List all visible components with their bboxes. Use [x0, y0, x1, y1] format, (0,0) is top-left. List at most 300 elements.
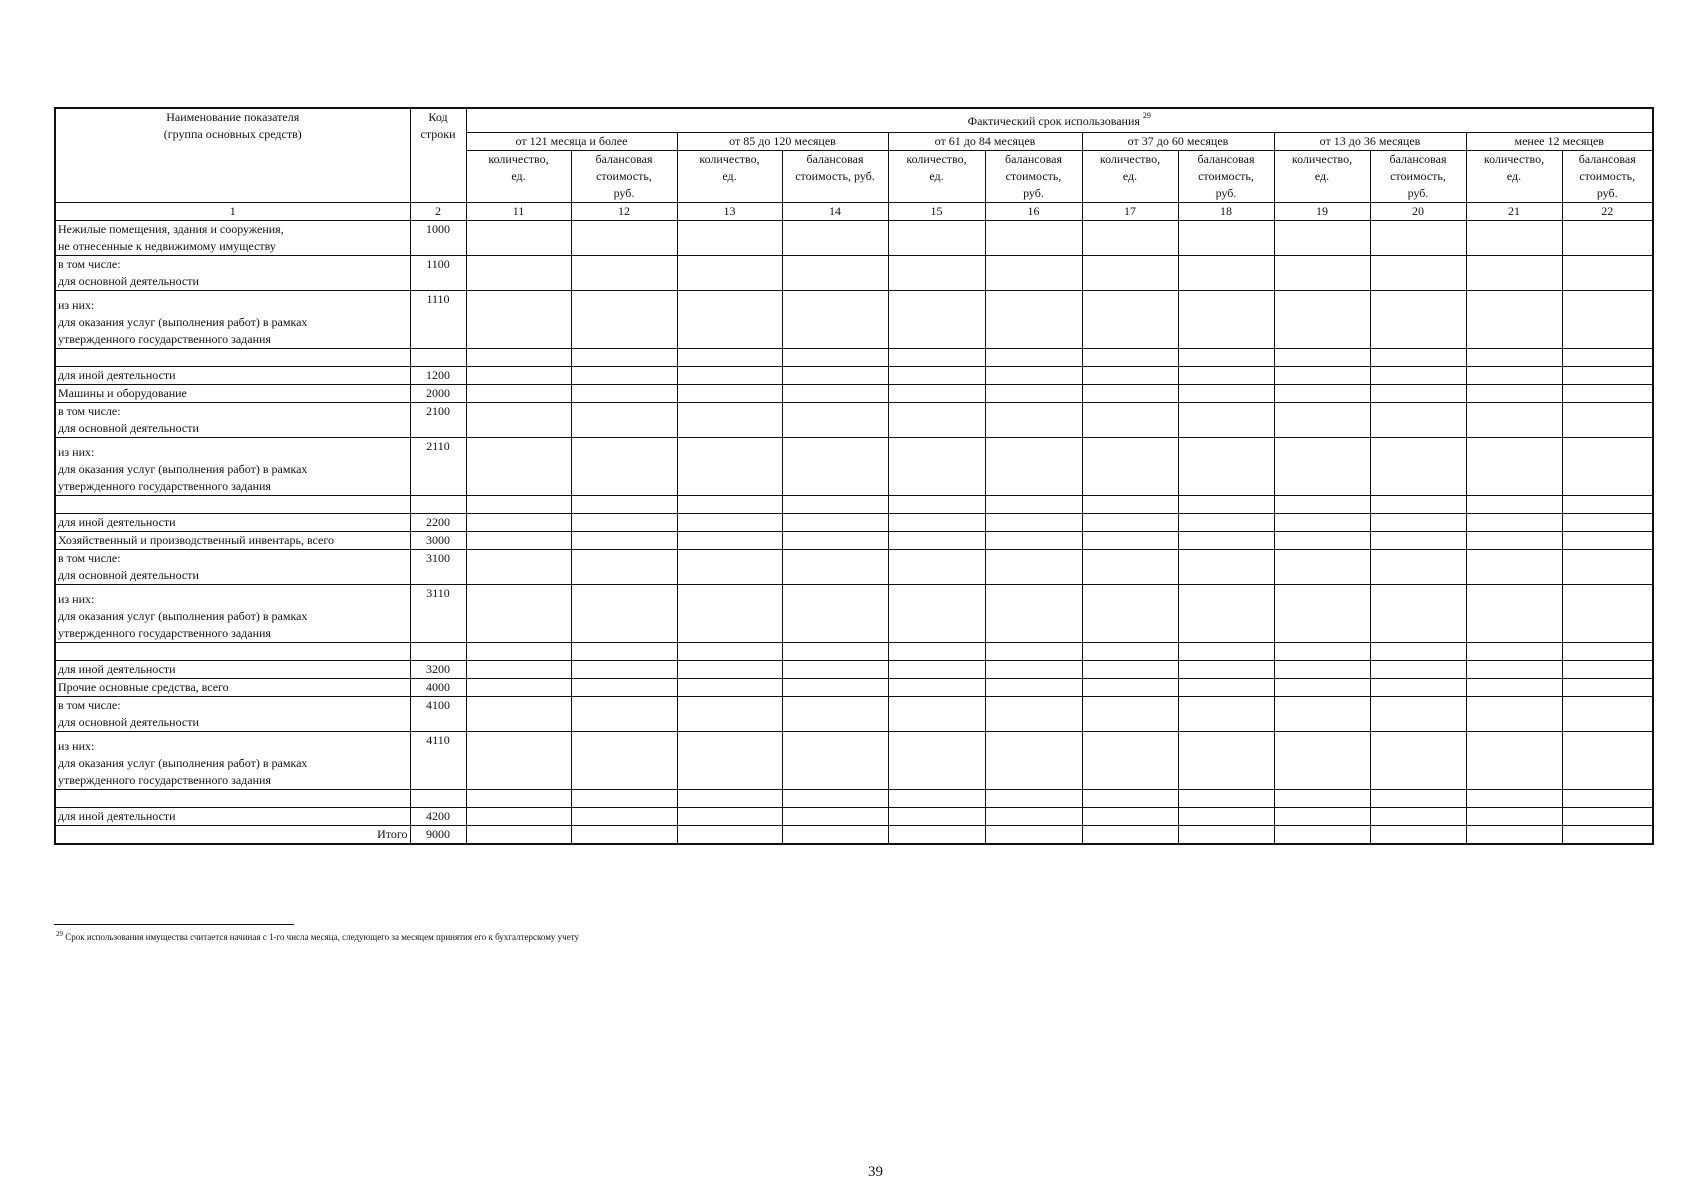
- table-row: [55, 642, 1653, 660]
- header-group: от 37 до 60 месяцев: [1082, 132, 1274, 150]
- balance-value-cell[interactable]: [1178, 825, 1274, 844]
- quantity-cell[interactable]: [1274, 825, 1370, 844]
- quantity-cell[interactable]: [1082, 220, 1178, 255]
- balance-value-cell[interactable]: [1370, 495, 1466, 513]
- quantity-cell[interactable]: [888, 678, 985, 696]
- quantity-cell[interactable]: [1274, 789, 1370, 807]
- balance-value-cell[interactable]: [571, 660, 677, 678]
- balance-value-cell[interactable]: [1178, 789, 1274, 807]
- table-row: [55, 584, 1653, 642]
- quantity-cell[interactable]: [1466, 807, 1562, 825]
- balance-value-cell[interactable]: [782, 513, 888, 531]
- quantity-cell[interactable]: [677, 660, 782, 678]
- header-balance-value: балансовая стоимость, руб.: [1370, 150, 1466, 202]
- quantity-cell[interactable]: [1274, 678, 1370, 696]
- balance-value-cell[interactable]: [571, 402, 677, 437]
- balance-value-cell[interactable]: [782, 402, 888, 437]
- quantity-cell[interactable]: [466, 678, 571, 696]
- balance-value-cell[interactable]: [571, 384, 677, 402]
- quantity-cell[interactable]: [466, 348, 571, 366]
- quantity-cell[interactable]: [466, 825, 571, 844]
- fixed-assets-table: [54, 107, 1654, 845]
- balance-value-cell[interactable]: [1178, 220, 1274, 255]
- balance-value-cell[interactable]: [782, 290, 888, 348]
- column-number: 16: [985, 202, 1082, 220]
- balance-value-cell[interactable]: [1370, 825, 1466, 844]
- balance-value-cell[interactable]: [1178, 402, 1274, 437]
- column-number: 21: [1466, 202, 1562, 220]
- row-name: Хозяйственный и производственный инвентарь, всего: [55, 531, 410, 549]
- row-name: из них: для оказания услуг (выполнения работ) в рамках утвержденного государственного задания: [55, 584, 410, 642]
- quantity-cell[interactable]: [1466, 290, 1562, 348]
- quantity-cell[interactable]: [888, 789, 985, 807]
- balance-value-cell[interactable]: [782, 660, 888, 678]
- quantity-cell[interactable]: [1274, 696, 1370, 731]
- quantity-cell[interactable]: [1082, 348, 1178, 366]
- quantity-cell[interactable]: [1466, 255, 1562, 290]
- balance-value-cell[interactable]: [1178, 255, 1274, 290]
- row-code: [410, 789, 466, 807]
- header-group: от 121 месяца и более: [466, 132, 677, 150]
- quantity-cell[interactable]: [888, 731, 985, 789]
- quantity-cell[interactable]: [677, 825, 782, 844]
- row-code: 2000: [410, 384, 466, 402]
- quantity-cell[interactable]: [1082, 549, 1178, 584]
- quantity-cell[interactable]: [677, 220, 782, 255]
- balance-value-cell[interactable]: [1562, 513, 1653, 531]
- quantity-cell[interactable]: [1082, 807, 1178, 825]
- quantity-cell[interactable]: [888, 531, 985, 549]
- balance-value-cell[interactable]: [985, 825, 1082, 844]
- quantity-cell[interactable]: [466, 731, 571, 789]
- balance-value-cell[interactable]: [1562, 696, 1653, 731]
- balance-value-cell[interactable]: [1370, 678, 1466, 696]
- balance-value-cell[interactable]: [1562, 348, 1653, 366]
- balance-value-cell[interactable]: [1178, 495, 1274, 513]
- quantity-cell[interactable]: [466, 495, 571, 513]
- quantity-cell[interactable]: [888, 549, 985, 584]
- quantity-cell[interactable]: [1466, 348, 1562, 366]
- quantity-cell[interactable]: [1466, 731, 1562, 789]
- quantity-cell[interactable]: [1082, 255, 1178, 290]
- balance-value-cell[interactable]: [985, 402, 1082, 437]
- balance-value-cell[interactable]: [1370, 290, 1466, 348]
- table-row: [55, 495, 1653, 513]
- balance-value-cell[interactable]: [571, 366, 677, 384]
- balance-value-cell[interactable]: [985, 642, 1082, 660]
- balance-value-cell[interactable]: [985, 731, 1082, 789]
- quantity-cell[interactable]: [466, 402, 571, 437]
- balance-value-cell[interactable]: [1178, 437, 1274, 495]
- header-group: от 61 до 84 месяцев: [888, 132, 1082, 150]
- quantity-cell[interactable]: [888, 807, 985, 825]
- quantity-cell[interactable]: [1082, 731, 1178, 789]
- balance-value-cell[interactable]: [782, 348, 888, 366]
- balance-value-cell[interactable]: [782, 495, 888, 513]
- balance-value-cell[interactable]: [571, 642, 677, 660]
- balance-value-cell[interactable]: [782, 531, 888, 549]
- balance-value-cell[interactable]: [985, 290, 1082, 348]
- table-row: [55, 825, 1653, 844]
- quantity-cell[interactable]: [1082, 495, 1178, 513]
- quantity-cell[interactable]: [677, 366, 782, 384]
- balance-value-cell[interactable]: [1178, 660, 1274, 678]
- quantity-cell[interactable]: [888, 366, 985, 384]
- balance-value-cell[interactable]: [571, 807, 677, 825]
- quantity-cell[interactable]: [466, 290, 571, 348]
- quantity-cell[interactable]: [466, 584, 571, 642]
- quantity-cell[interactable]: [888, 220, 985, 255]
- quantity-cell[interactable]: [1466, 366, 1562, 384]
- balance-value-cell[interactable]: [1370, 642, 1466, 660]
- balance-value-cell[interactable]: [985, 495, 1082, 513]
- balance-value-cell[interactable]: [782, 437, 888, 495]
- quantity-cell[interactable]: [1466, 531, 1562, 549]
- balance-value-cell[interactable]: [571, 220, 677, 255]
- quantity-cell[interactable]: [1466, 220, 1562, 255]
- row-code: 9000: [410, 825, 466, 844]
- balance-value-cell[interactable]: [1370, 807, 1466, 825]
- balance-value-cell[interactable]: [1562, 584, 1653, 642]
- column-number: 18: [1178, 202, 1274, 220]
- quantity-cell[interactable]: [1274, 255, 1370, 290]
- quantity-cell[interactable]: [1274, 513, 1370, 531]
- balance-value-cell[interactable]: [1178, 549, 1274, 584]
- quantity-cell[interactable]: [1274, 731, 1370, 789]
- quantity-cell[interactable]: [1466, 678, 1562, 696]
- row-name: Итого: [55, 825, 410, 844]
- quantity-cell[interactable]: [677, 437, 782, 495]
- quantity-cell[interactable]: [1466, 825, 1562, 844]
- balance-value-cell[interactable]: [1562, 678, 1653, 696]
- balance-value-cell[interactable]: [985, 513, 1082, 531]
- balance-value-cell[interactable]: [782, 255, 888, 290]
- balance-value-cell[interactable]: [1370, 789, 1466, 807]
- quantity-cell[interactable]: [1274, 366, 1370, 384]
- quantity-cell[interactable]: [466, 807, 571, 825]
- quantity-cell[interactable]: [677, 402, 782, 437]
- balance-value-cell[interactable]: [571, 584, 677, 642]
- balance-value-cell[interactable]: [571, 437, 677, 495]
- balance-value-cell[interactable]: [1178, 366, 1274, 384]
- quantity-cell[interactable]: [466, 531, 571, 549]
- balance-value-cell[interactable]: [985, 384, 1082, 402]
- balance-value-cell[interactable]: [985, 807, 1082, 825]
- quantity-cell[interactable]: [1082, 290, 1178, 348]
- quantity-cell[interactable]: [888, 348, 985, 366]
- balance-value-cell[interactable]: [1562, 825, 1653, 844]
- quantity-cell[interactable]: [466, 642, 571, 660]
- balance-value-cell[interactable]: [1562, 807, 1653, 825]
- balance-value-cell[interactable]: [571, 731, 677, 789]
- row-name: в том числе: для основной деятельности: [55, 255, 410, 290]
- quantity-cell[interactable]: [677, 384, 782, 402]
- quantity-cell[interactable]: [888, 642, 985, 660]
- table-row: [55, 255, 1653, 290]
- balance-value-cell[interactable]: [985, 584, 1082, 642]
- balance-value-cell[interactable]: [1370, 220, 1466, 255]
- quantity-cell[interactable]: [1082, 513, 1178, 531]
- quantity-cell[interactable]: [1082, 696, 1178, 731]
- balance-value-cell[interactable]: [571, 549, 677, 584]
- balance-value-cell[interactable]: [571, 290, 677, 348]
- balance-value-cell[interactable]: [782, 731, 888, 789]
- row-code: 3000: [410, 531, 466, 549]
- balance-value-cell[interactable]: [782, 696, 888, 731]
- balance-value-cell[interactable]: [1562, 531, 1653, 549]
- quantity-cell[interactable]: [1274, 402, 1370, 437]
- balance-value-cell[interactable]: [1178, 584, 1274, 642]
- row-code: 2110: [410, 437, 466, 495]
- quantity-cell[interactable]: [1082, 678, 1178, 696]
- quantity-cell[interactable]: [1082, 789, 1178, 807]
- balance-value-cell[interactable]: [1370, 549, 1466, 584]
- quantity-cell[interactable]: [1274, 642, 1370, 660]
- quantity-cell[interactable]: [677, 255, 782, 290]
- quantity-cell[interactable]: [466, 513, 571, 531]
- balance-value-cell[interactable]: [571, 495, 677, 513]
- header-balance-value: балансовая стоимость, руб.: [1178, 150, 1274, 202]
- balance-value-cell[interactable]: [1178, 513, 1274, 531]
- quantity-cell[interactable]: [677, 531, 782, 549]
- quantity-cell[interactable]: [677, 731, 782, 789]
- balance-value-cell[interactable]: [1562, 220, 1653, 255]
- balance-value-cell[interactable]: [782, 807, 888, 825]
- balance-value-cell[interactable]: [1562, 642, 1653, 660]
- balance-value-cell[interactable]: [1562, 255, 1653, 290]
- balance-value-cell[interactable]: [985, 531, 1082, 549]
- quantity-cell[interactable]: [1274, 660, 1370, 678]
- balance-value-cell[interactable]: [782, 825, 888, 844]
- balance-value-cell[interactable]: [985, 549, 1082, 584]
- balance-value-cell[interactable]: [1562, 437, 1653, 495]
- balance-value-cell[interactable]: [782, 384, 888, 402]
- quantity-cell[interactable]: [888, 437, 985, 495]
- quantity-cell[interactable]: [888, 696, 985, 731]
- quantity-cell[interactable]: [1274, 495, 1370, 513]
- balance-value-cell[interactable]: [985, 348, 1082, 366]
- column-number: 15: [888, 202, 985, 220]
- quantity-cell[interactable]: [1466, 402, 1562, 437]
- quantity-cell[interactable]: [677, 789, 782, 807]
- quantity-cell[interactable]: [1082, 584, 1178, 642]
- quantity-cell[interactable]: [677, 807, 782, 825]
- header-quantity: количество, ед.: [1274, 150, 1370, 202]
- balance-value-cell[interactable]: [782, 642, 888, 660]
- quantity-cell[interactable]: [677, 513, 782, 531]
- balance-value-cell[interactable]: [571, 348, 677, 366]
- quantity-cell[interactable]: [677, 348, 782, 366]
- balance-value-cell[interactable]: [1178, 531, 1274, 549]
- balance-value-cell[interactable]: [1370, 255, 1466, 290]
- quantity-cell[interactable]: [1082, 660, 1178, 678]
- row-name: Нежилые помещения, здания и сооружения, не отнесенные к недвижимому имуществу: [55, 220, 410, 255]
- quantity-cell[interactable]: [1466, 789, 1562, 807]
- quantity-cell[interactable]: [466, 789, 571, 807]
- quantity-cell[interactable]: [1466, 437, 1562, 495]
- row-name: [55, 642, 410, 660]
- row-name: Прочие основные средства, всего: [55, 678, 410, 696]
- quantity-cell[interactable]: [1466, 660, 1562, 678]
- quantity-cell[interactable]: [888, 660, 985, 678]
- balance-value-cell[interactable]: [571, 696, 677, 731]
- balance-value-cell[interactable]: [1370, 731, 1466, 789]
- table-row: [55, 220, 1653, 255]
- balance-value-cell[interactable]: [782, 584, 888, 642]
- quantity-cell[interactable]: [466, 384, 571, 402]
- balance-value-cell[interactable]: [1562, 290, 1653, 348]
- balance-value-cell[interactable]: [1562, 495, 1653, 513]
- quantity-cell[interactable]: [888, 402, 985, 437]
- row-code: 2100: [410, 402, 466, 437]
- balance-value-cell[interactable]: [1562, 731, 1653, 789]
- row-code: [410, 642, 466, 660]
- table-row: [55, 402, 1653, 437]
- balance-value-cell[interactable]: [985, 220, 1082, 255]
- balance-value-cell[interactable]: [1178, 290, 1274, 348]
- quantity-cell[interactable]: [466, 255, 571, 290]
- row-code: 2200: [410, 513, 466, 531]
- header-quantity: количество, ед.: [466, 150, 571, 202]
- balance-value-cell[interactable]: [782, 366, 888, 384]
- quantity-cell[interactable]: [1082, 825, 1178, 844]
- balance-value-cell[interactable]: [571, 531, 677, 549]
- balance-value-cell[interactable]: [1370, 584, 1466, 642]
- balance-value-cell[interactable]: [1370, 402, 1466, 437]
- balance-value-cell[interactable]: [985, 789, 1082, 807]
- quantity-cell[interactable]: [1466, 696, 1562, 731]
- balance-value-cell[interactable]: [571, 513, 677, 531]
- balance-value-cell[interactable]: [1562, 366, 1653, 384]
- balance-value-cell[interactable]: [985, 366, 1082, 384]
- balance-value-cell[interactable]: [1370, 366, 1466, 384]
- quantity-cell[interactable]: [1274, 220, 1370, 255]
- balance-value-cell[interactable]: [1370, 531, 1466, 549]
- quantity-cell[interactable]: [466, 220, 571, 255]
- quantity-cell[interactable]: [677, 290, 782, 348]
- quantity-cell[interactable]: [1082, 402, 1178, 437]
- quantity-cell[interactable]: [1082, 531, 1178, 549]
- quantity-cell[interactable]: [466, 437, 571, 495]
- row-code: 3200: [410, 660, 466, 678]
- balance-value-cell[interactable]: [571, 255, 677, 290]
- balance-value-cell[interactable]: [1562, 660, 1653, 678]
- column-number: 19: [1274, 202, 1370, 220]
- row-code: 1000: [410, 220, 466, 255]
- quantity-cell[interactable]: [1274, 807, 1370, 825]
- quantity-cell[interactable]: [466, 366, 571, 384]
- balance-value-cell[interactable]: [782, 678, 888, 696]
- quantity-cell[interactable]: [677, 495, 782, 513]
- quantity-cell[interactable]: [466, 549, 571, 584]
- quantity-cell[interactable]: [1274, 290, 1370, 348]
- balance-value-cell[interactable]: [571, 789, 677, 807]
- quantity-cell[interactable]: [677, 642, 782, 660]
- quantity-cell[interactable]: [888, 513, 985, 531]
- balance-value-cell[interactable]: [1178, 731, 1274, 789]
- quantity-cell[interactable]: [1466, 642, 1562, 660]
- quantity-cell[interactable]: [1082, 366, 1178, 384]
- quantity-cell[interactable]: [888, 384, 985, 402]
- quantity-cell[interactable]: [1274, 549, 1370, 584]
- quantity-cell[interactable]: [1466, 384, 1562, 402]
- balance-value-cell[interactable]: [985, 255, 1082, 290]
- row-code: 4100: [410, 696, 466, 731]
- quantity-cell[interactable]: [1466, 513, 1562, 531]
- table-row: [55, 366, 1653, 384]
- balance-value-cell[interactable]: [985, 678, 1082, 696]
- quantity-cell[interactable]: [677, 678, 782, 696]
- quantity-cell[interactable]: [677, 549, 782, 584]
- balance-value-cell[interactable]: [1178, 807, 1274, 825]
- quantity-cell[interactable]: [1466, 549, 1562, 584]
- quantity-cell[interactable]: [466, 660, 571, 678]
- quantity-cell[interactable]: [1274, 437, 1370, 495]
- quantity-cell[interactable]: [888, 290, 985, 348]
- balance-value-cell[interactable]: [1370, 513, 1466, 531]
- quantity-cell[interactable]: [466, 696, 571, 731]
- quantity-cell[interactable]: [1274, 531, 1370, 549]
- balance-value-cell[interactable]: [1562, 549, 1653, 584]
- quantity-cell[interactable]: [888, 584, 985, 642]
- row-name: в том числе: для основной деятельности: [55, 549, 410, 584]
- quantity-cell[interactable]: [1082, 384, 1178, 402]
- balance-value-cell[interactable]: [1178, 348, 1274, 366]
- balance-value-cell[interactable]: [985, 660, 1082, 678]
- balance-value-cell[interactable]: [1178, 696, 1274, 731]
- column-number: 14: [782, 202, 888, 220]
- row-code: 4200: [410, 807, 466, 825]
- balance-value-cell[interactable]: [1370, 696, 1466, 731]
- balance-value-cell[interactable]: [1178, 678, 1274, 696]
- table-row: [55, 549, 1653, 584]
- balance-value-cell[interactable]: [782, 549, 888, 584]
- balance-value-cell[interactable]: [1562, 789, 1653, 807]
- quantity-cell[interactable]: [888, 825, 985, 844]
- quantity-cell[interactable]: [677, 584, 782, 642]
- balance-value-cell[interactable]: [1178, 384, 1274, 402]
- quantity-cell[interactable]: [1274, 348, 1370, 366]
- quantity-cell[interactable]: [1466, 584, 1562, 642]
- balance-value-cell[interactable]: [571, 678, 677, 696]
- quantity-cell[interactable]: [1082, 437, 1178, 495]
- quantity-cell[interactable]: [677, 696, 782, 731]
- balance-value-cell[interactable]: [1562, 384, 1653, 402]
- row-code: 4000: [410, 678, 466, 696]
- balance-value-cell[interactable]: [1562, 402, 1653, 437]
- balance-value-cell[interactable]: [782, 789, 888, 807]
- quantity-cell[interactable]: [1082, 642, 1178, 660]
- balance-value-cell[interactable]: [1370, 660, 1466, 678]
- balance-value-cell[interactable]: [1370, 384, 1466, 402]
- balance-value-cell[interactable]: [1370, 348, 1466, 366]
- quantity-cell[interactable]: [1274, 384, 1370, 402]
- table-row: [55, 384, 1653, 402]
- header-group: от 85 до 120 месяцев: [677, 132, 888, 150]
- balance-value-cell[interactable]: [782, 220, 888, 255]
- balance-value-cell[interactable]: [571, 825, 677, 844]
- footnote-marker: 29: [56, 930, 63, 938]
- quantity-cell[interactable]: [1466, 495, 1562, 513]
- page-number: 39: [868, 1164, 883, 1180]
- quantity-cell[interactable]: [888, 495, 985, 513]
- balance-value-cell[interactable]: [985, 696, 1082, 731]
- balance-value-cell[interactable]: [1178, 642, 1274, 660]
- quantity-cell[interactable]: [1274, 584, 1370, 642]
- balance-value-cell[interactable]: [985, 437, 1082, 495]
- quantity-cell[interactable]: [888, 255, 985, 290]
- balance-value-cell[interactable]: [1370, 437, 1466, 495]
